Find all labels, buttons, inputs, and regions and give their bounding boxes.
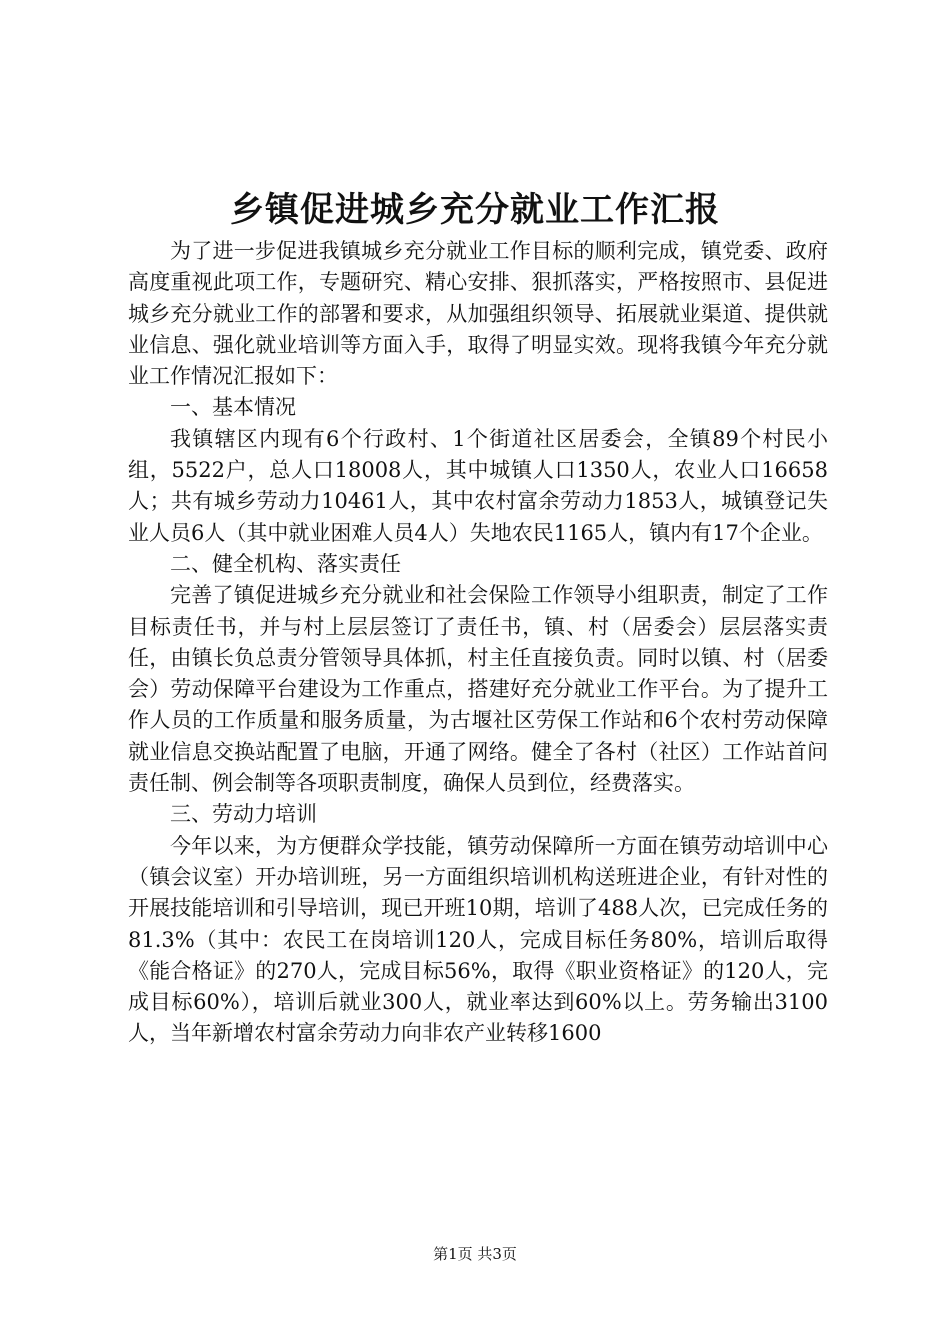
section-paragraph-training: 今年以来，为方便群众学技能，镇劳动保障所一方面在镇劳动培训中心（镇会议室）开办培训班，另一方面组织培训机构送班进企业，有针对性的开展技能培训和引导培训，现已开班10期，培训了488人次，已完成任务的81.3%（其中：农民工在岗培训120人，完成目标任务80%，培训后取得《能合格证》的270人，完成目标56%，取得《职业资格证》的120人，完成目标60%），培训后就业300人，就业率达到60%以上。劳务输出3100人，当年新增农村富余劳动力向非农产业转移1600 bbox=[128, 833, 828, 1046]
page-footer: 第1页 共3页 bbox=[433, 1245, 517, 1263]
section-heading-basic: 一、基本情况 bbox=[170, 395, 296, 420]
section-heading-organization: 二、健全机构、落实责任 bbox=[170, 551, 401, 576]
section-paragraph-basic: 我镇辖区内现有6个行政村、1个街道社区居委会，全镇89个村民小组，5522户，总人口18008人，其中城镇人口1350人，农业人口16658人；共有城乡劳动力10461人，其中农村富余劳动力1853人，城镇登记失业人员6人（其中就业困难人员4人）失地农民1165人，镇内有17个企业。 bbox=[128, 426, 828, 545]
section-heading-training: 三、劳动力培训 bbox=[170, 802, 317, 827]
document-body bbox=[128, 236, 828, 1050]
document-title: 乡镇促进城乡充分就业工作汇报 bbox=[230, 190, 720, 230]
section-paragraph-organization: 完善了镇促进城乡充分就业和社会保险工作领导小组职责，制定了工作目标责任书，并与村上层层签订了责任书，镇、村（居委会）层层落实责任，由镇长负总责分管领导具体抓，村主任直接负责。同时以镇、村（居委会）劳动保障平台建设为工作重点，搭建好充分就业工作平台。为了提升工作人员的工作质量和服务质量，为古堰社区劳保工作站和6个农村劳动保障就业信息交换站配置了电脑，开通了网络。健全了各村（社区）工作站首问责任制、例会制等各项职责制度，确保人员到位，经费落实。 bbox=[128, 583, 828, 796]
intro-paragraph: 为了进一步促进我镇城乡充分就业工作目标的顺利完成，镇党委、政府高度重视此项工作，专题研究、精心安排、狠抓落实，严格按照市、县促进城乡充分就业工作的部署和要求，从加强组织领导、拓展就业渠道、提供就业信息、强化就业培训等方面入手，取得了明显实效。现将我镇今年充分就业工作情况汇报如下： bbox=[128, 239, 828, 389]
